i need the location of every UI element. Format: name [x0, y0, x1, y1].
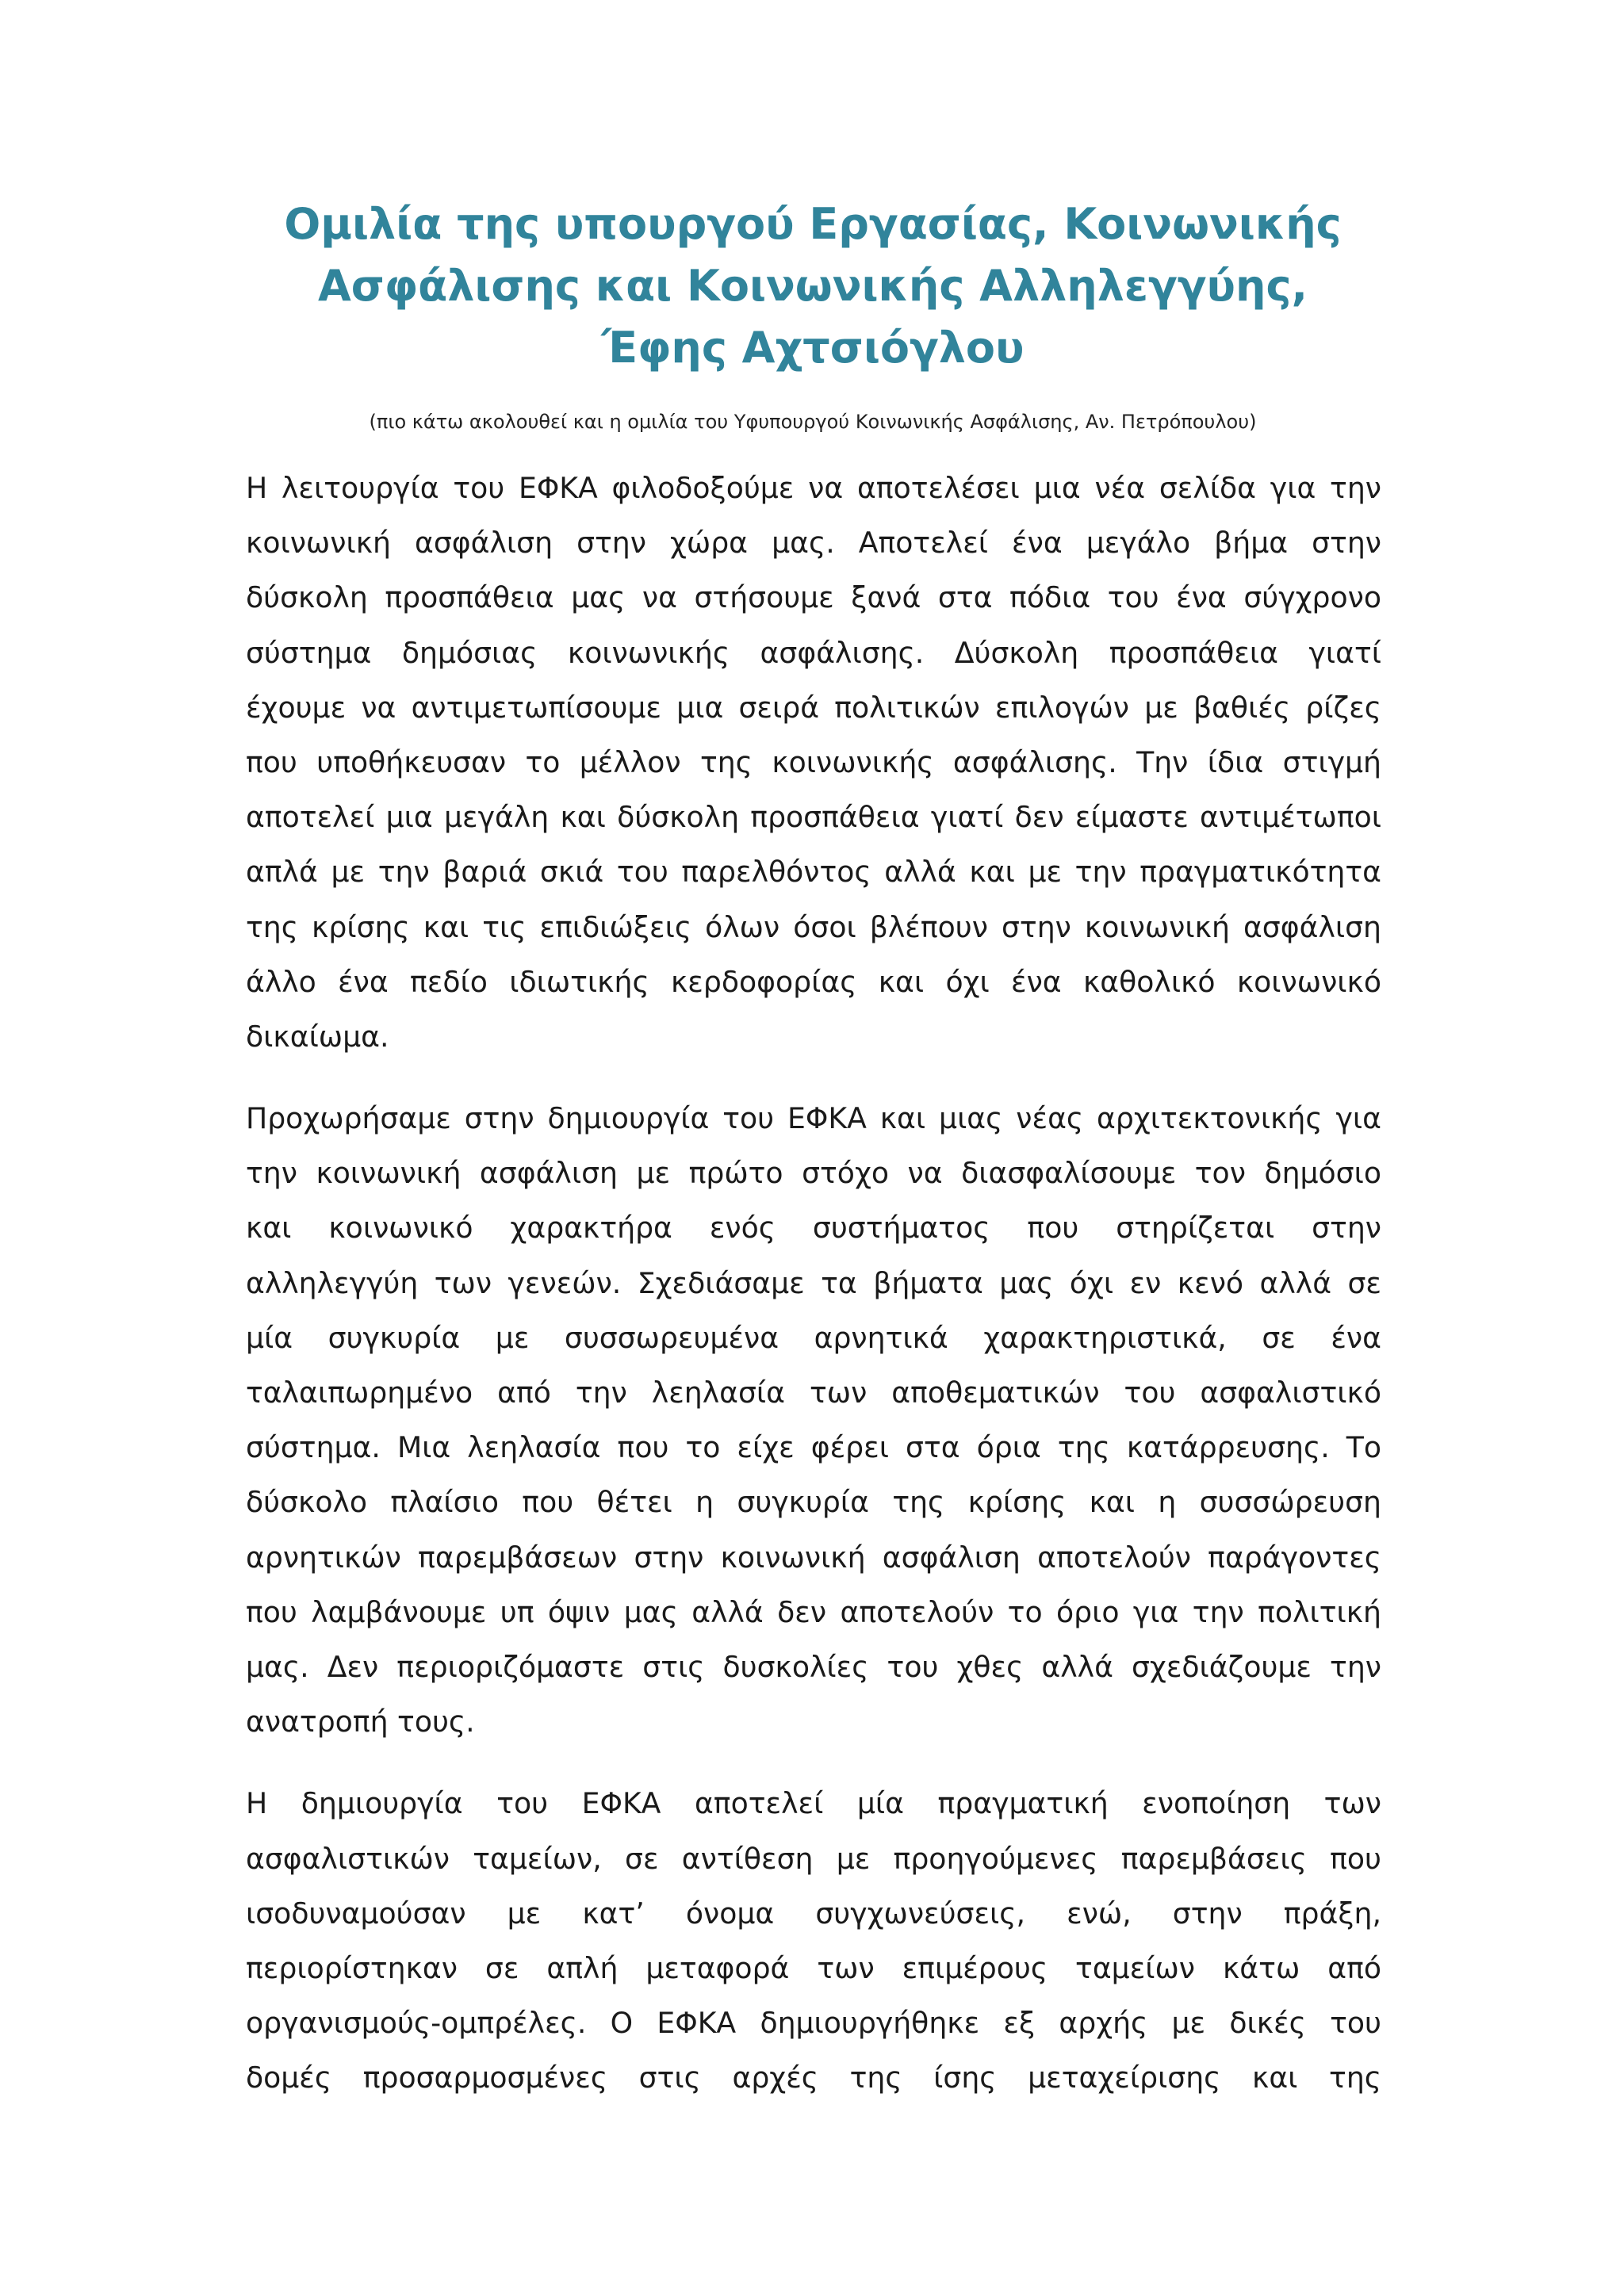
text-line: δύσκολη προσπάθεια μας να στήσουμε ξανά στα πόδια του ένα σύγχρονο	[246, 580, 1381, 615]
paragraph-3	[246, 1776, 1381, 2105]
title-line: Έφης Αχτσιόγλου	[601, 323, 1025, 373]
text-line: που υποθήκευσαν το μέλλον της κοινωνικής ασφάλισης. Την ίδια στιγμή	[246, 744, 1381, 779]
text-line: μας. Δεν περιοριζόμαστε στις δυσκολίες του χθες αλλά σχεδιάζουμε την	[246, 1649, 1381, 1684]
text-line: αλληλεγγύη των γενεών. Σχεδιάσαμε τα βήματα μας όχι εν κενό αλλά σε	[246, 1265, 1381, 1300]
text-line: Η δημιουργία του ΕΦΚΑ αποτελεί μία πραγματική ενοποίηση των	[246, 1786, 1381, 1821]
text-line: την κοινωνική ασφάλιση με πρώτο στόχο να διασφαλίσουμε τον δημόσιο	[246, 1156, 1381, 1191]
text-line: έχουμε να αντιμετωπίσουμε μια σειρά πολιτικών επιλογών με βαθιές ρίζες	[246, 690, 1381, 725]
title-line: Ασφάλισης και Κοινωνικής Αλληλεγγύης,	[318, 261, 1308, 311]
text-line: ισοδυναμούσαν με κατ’ όνομα συγχωνεύσεις, ενώ, στην πράξη,	[246, 1896, 1381, 1931]
text-line: σύστημα. Μια λεηλασία που το είχε φέρει στα όρια της κατάρρευσης. Το	[246, 1430, 1381, 1465]
text-line: δομές προσαρμοσμένες στις αρχές της ίσης μεταχείρισης και της	[246, 2061, 1381, 2095]
paragraph-1	[246, 461, 1381, 1064]
text-line: που λαμβάνουμε υπ όψιν μας αλλά δεν αποτελούν το όριο για την πολιτική	[246, 1594, 1381, 1629]
text-line: μία συγκυρία με συσσωρευμένα αρνητικά χαρακτηριστικά, σε ένα	[246, 1320, 1381, 1355]
text-line: σύστημα δημόσιας κοινωνικής ασφάλισης. Δύσκολη προσπάθεια γιατί	[246, 635, 1381, 670]
paragraph-2	[246, 1091, 1381, 1749]
document-title	[246, 193, 1380, 379]
text-line: και κοινωνικό χαρακτήρα ενός συστήματος που στηρίζεται στην	[246, 1211, 1381, 1246]
text-line: της κρίσης και τις επιδιώξεις όλων όσοι βλέπουν στην κοινωνική ασφάλιση	[246, 909, 1381, 944]
text-line: περιορίστηκαν σε απλή μεταφορά των επιμέρους ταμείων κάτω από	[246, 1950, 1381, 1985]
text-line: Η λειτουργία του ΕΦΚΑ φιλοδοξούμε να αποτελέσει μια νέα σελίδα για την	[246, 471, 1381, 505]
text-line: δικαίωμα.	[246, 1019, 389, 1054]
text-line: ανατροπή τους.	[246, 1705, 475, 1739]
text-line: ταλαιπωρημένο από την λεηλασία των αποθεματικών του ασφαλιστικό	[246, 1376, 1381, 1410]
text-line: απλά με την βαριά σκιά του παρελθόντος αλλά και με την πραγματικότητα	[246, 855, 1381, 890]
title-line: Ομιλία της υπουργού Εργασίας, Κοινωνικής	[284, 199, 1342, 249]
text-line: δύσκολο πλαίσιο που θέτει η συγκυρία της κρίσης και η συσσώρευση	[246, 1485, 1381, 1520]
text-line: ασφαλιστικών ταμείων, σε αντίθεση με προηγούμενες παρεμβάσεις που	[246, 1841, 1381, 1876]
text-line: κοινωνική ασφάλιση στην χώρα μας. Αποτελεί ένα μεγάλο βήμα στην	[246, 526, 1381, 561]
text-line: οργανισμούς-ομπρέλες. Ο ΕΦΚΑ δημιουργήθηκε εξ αρχής με δικές του	[246, 2006, 1381, 2041]
text-line: αρνητικών παρεμβάσεων στην κοινωνική ασφάλιση αποτελούν παράγοντες	[246, 1540, 1381, 1575]
document-body	[246, 461, 1381, 2132]
text-line: αποτελεί μια μεγάλη και δύσκολη προσπάθεια γιατί δεν είμαστε αντιμέτωποι	[246, 800, 1381, 835]
text-line: άλλο ένα πεδίο ιδιωτικής κερδοφορίας και όχι ένα καθολικό κοινωνικό	[246, 964, 1381, 999]
document-subtitle: (πιο κάτω ακολουθεί και η ομιλία του Υφυπουργού Κοινωνικής Ασφάλισης, Αν. Πετρόπουλου)	[369, 411, 1257, 433]
text-line: Προχωρήσαμε στην δημιουργία του ΕΦΚΑ και μιας νέας αρχιτεκτονικής για	[246, 1101, 1381, 1136]
